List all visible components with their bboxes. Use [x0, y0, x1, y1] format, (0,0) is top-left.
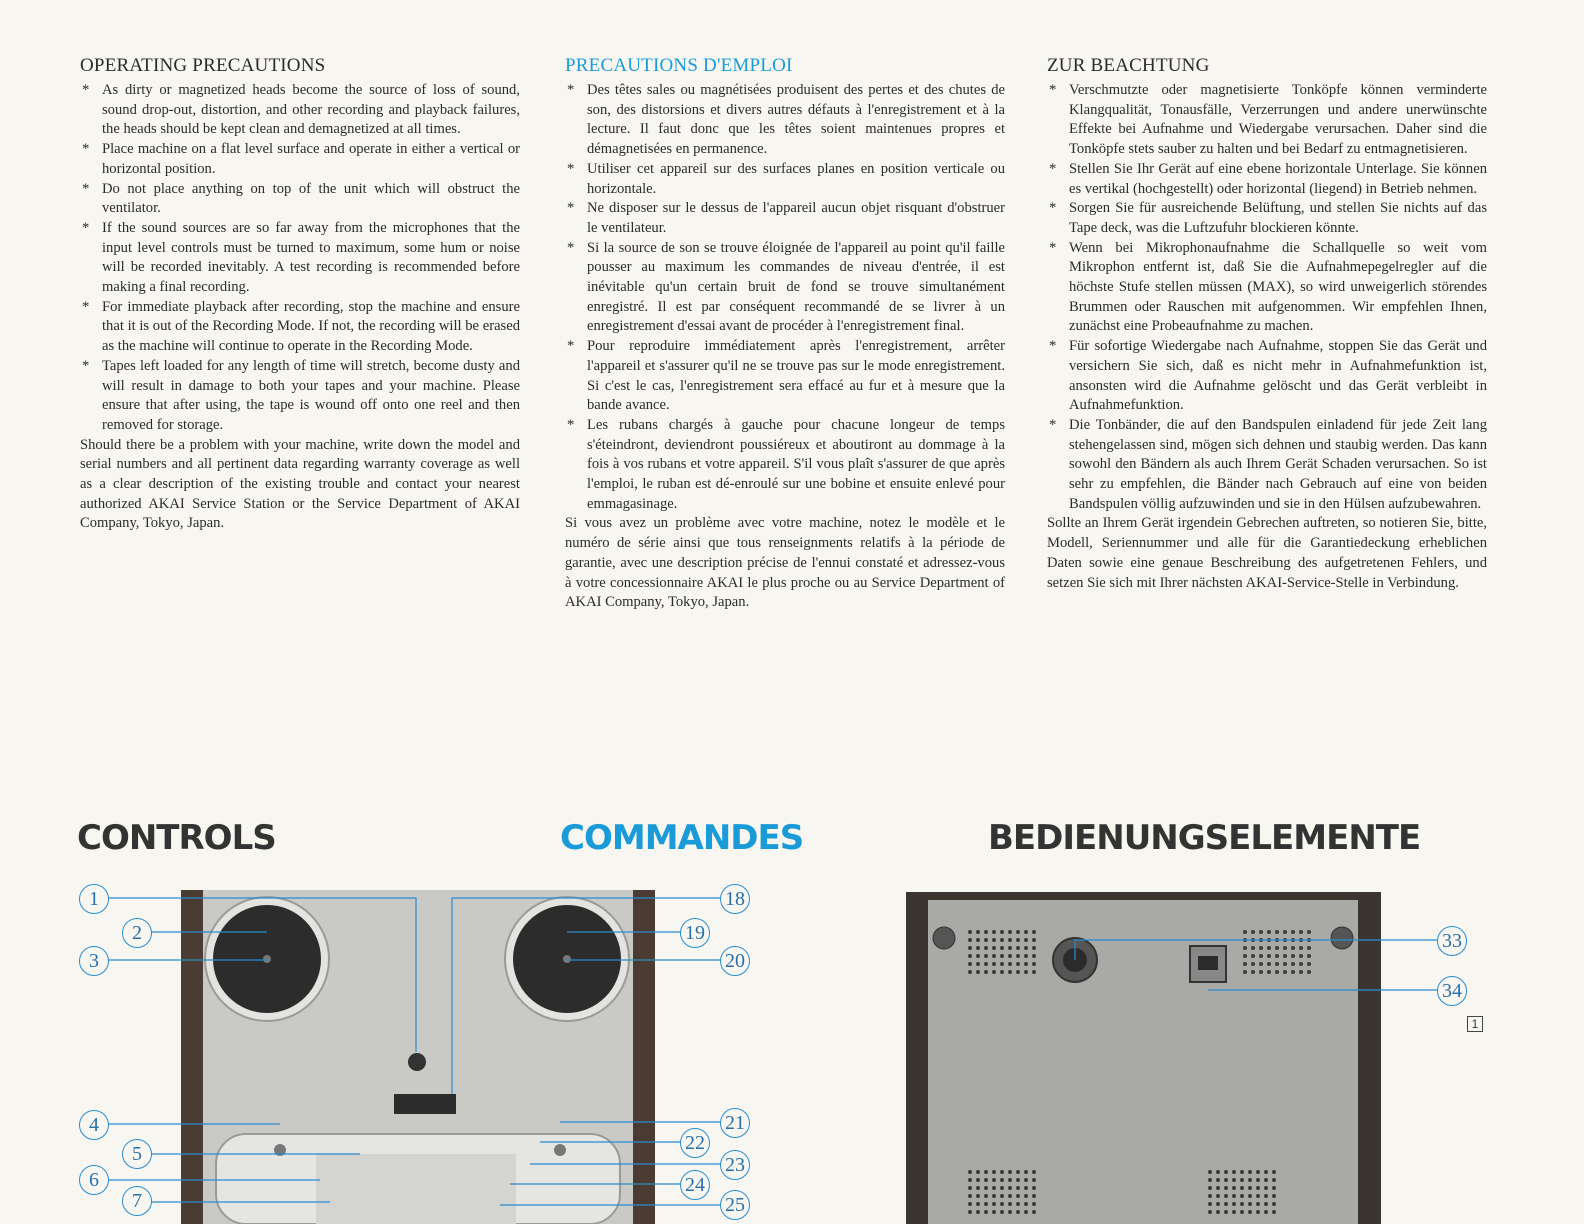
list-item: * Si la source de son se trouve éloignée de l'appareil au point qu'il faille pousser au maximum les commandes de niveau d'entrée, il est inévitable qu'un certain bruit de fond se trouve simultanément enregistré. Il est par conséquent recommandé de se livrer à un enregistrement d'essai avant de procéder à l'enregistrement final.: [565, 239, 1005, 338]
vent-hole: [968, 1194, 972, 1198]
callout-22: 22: [680, 1128, 710, 1158]
list-item: * Do not place anything on top of the unit which will obstruct the ventilator.: [80, 180, 520, 219]
callout-24: 24: [680, 1170, 710, 1200]
vent-hole: [992, 1202, 996, 1206]
vent-hole: [1256, 1186, 1260, 1190]
vent-hole: [992, 1186, 996, 1190]
vent-hole: [1232, 1186, 1236, 1190]
vent-hole: [992, 938, 996, 942]
list-item: * Die Tonbänder, die auf den Bandspulen einladend für jede Zeit lang stehengelassen sind, mögen sich dehnen und staubig werden. Das kann sowohl den Bändern als auch Ihrem Gerät Schaden verursachen. So ist sehr zu empfehlen, die Bänder nach Gebrauch auf eine von beiden Bandspulen völlig aufzuwinden und sie in den Hülsen aufzubewahren.: [1047, 416, 1487, 515]
vent-hole: [976, 1194, 980, 1198]
vent-hole: [1240, 1178, 1244, 1182]
list-item: * Für sofortige Wiedergabe nach Aufnahme, stoppen Sie das Gerät und versichern Sie sich, daß es nicht mehr in Aufnahmefunktion ist, ansonsten wird die Aufnahme gelöscht und das Gerät verbleibt in Aufnahmefunktion.: [1047, 337, 1487, 416]
callout-7: 7: [122, 1186, 152, 1216]
vent-hole: [968, 930, 972, 934]
vent-hole: [1016, 1210, 1020, 1214]
vent-hole: [1016, 962, 1020, 966]
vent-hole: [1000, 1170, 1004, 1174]
vent-hole: [976, 1170, 980, 1174]
vent-hole: [976, 946, 980, 950]
vent-hole: [992, 930, 996, 934]
vent-hole: [1251, 954, 1255, 958]
vent-hole: [1000, 962, 1004, 966]
vent-hole: [1008, 962, 1012, 966]
vent-hole: [1216, 1186, 1220, 1190]
vent-hole: [984, 962, 988, 966]
vent-hole: [968, 954, 972, 958]
vent-hole: [1267, 930, 1271, 934]
vent-hole: [1208, 1210, 1212, 1214]
vent-hole: [1224, 1202, 1228, 1206]
vent-hole: [1208, 1170, 1212, 1174]
vent-hole: [984, 1186, 988, 1190]
vent-hole: [1248, 1202, 1252, 1206]
vent-hole: [1024, 1186, 1028, 1190]
callout-25: 25: [720, 1190, 750, 1220]
vent-hole: [1008, 1186, 1012, 1190]
vent-hole: [1251, 970, 1255, 974]
vent-hole: [1248, 1210, 1252, 1214]
vent-hole: [1016, 1178, 1020, 1182]
vent-hole: [1224, 1178, 1228, 1182]
vent-hole: [1240, 1202, 1244, 1206]
vent-hole: [976, 1202, 980, 1206]
figure-reference-box: 1: [1467, 1016, 1483, 1032]
vent-hole: [1000, 1186, 1004, 1190]
vent-hole: [1008, 946, 1012, 950]
list-item: * Utiliser cet appareil sur des surfaces planes en position verticale ou horizontale.: [565, 160, 1005, 199]
vent-hole: [1016, 970, 1020, 974]
vent-hole: [1216, 1202, 1220, 1206]
rear-panel-illustration: [900, 872, 1500, 1224]
english-precautions-list: [80, 81, 520, 436]
french-heading: PRECAUTIONS D'EMPLOI: [565, 55, 793, 76]
vent-hole: [1283, 954, 1287, 958]
vent-hole: [1264, 1170, 1268, 1174]
vent-hole: [1267, 954, 1271, 958]
callout-2: 2: [122, 918, 152, 948]
list-item: * Verschmutzte oder magnetisierte Tonköpfe können verminderte Klangqualität, Tonausfälle, Verzerrungen und andere unerwünschte Effekte bei Aufnahme und Wiedergabe verursachen. Daher sind die Tonköpfe stets sauber zu halten und bei Bedarf zu entmagnetisieren.: [1047, 81, 1487, 160]
vent-hole: [976, 962, 980, 966]
list-item: * Pour reproduire immédiatement après l'enregistrement, arrêter l'appareil et s'assurer qu'il ne se trouve pas sur le mode enregistrement. Si c'est le cas, l'enregistrement sera effacé au fur et à mesure que la bande avance.: [565, 337, 1005, 416]
vent-hole: [1256, 1178, 1260, 1182]
vent-hole: [984, 938, 988, 942]
vent-hole: [1251, 946, 1255, 950]
vent-hole: [1291, 970, 1295, 974]
vent-hole: [1248, 1178, 1252, 1182]
vent-hole: [1000, 1194, 1004, 1198]
vent-hole: [1267, 970, 1271, 974]
vent-hole: [1016, 1194, 1020, 1198]
vent-hole: [1024, 1210, 1028, 1214]
vent-hole: [1008, 1170, 1012, 1174]
vent-hole: [976, 970, 980, 974]
vent-hole: [1024, 1202, 1028, 1206]
list-item: * Tapes left loaded for any length of time will stretch, become dusty and will result in damage to both your tapes and your machine. Please ensure that after using, the tape is wound off onto one reel and then removed for storage.: [80, 357, 520, 436]
vent-hole: [992, 946, 996, 950]
vent-hole: [1024, 970, 1028, 974]
vent-hole: [1267, 962, 1271, 966]
vent-hole: [1283, 970, 1287, 974]
vent-hole: [992, 954, 996, 958]
vent-hole: [1283, 946, 1287, 950]
vent-hole: [1008, 970, 1012, 974]
vent-hole: [1208, 1194, 1212, 1198]
vent-hole: [1256, 1170, 1260, 1174]
vent-hole: [1243, 930, 1247, 934]
callout-20: 20: [720, 946, 750, 976]
vent-hole: [1000, 1178, 1004, 1182]
callout-6: 6: [79, 1165, 109, 1195]
vent-hole: [1024, 1178, 1028, 1182]
vent-hole: [1307, 954, 1311, 958]
commandes-heading: COMMANDES: [560, 818, 804, 858]
vent-hole: [1243, 946, 1247, 950]
vent-hole: [1243, 970, 1247, 974]
vent-hole: [968, 1210, 972, 1214]
vent-hole: [1008, 1178, 1012, 1182]
vent-hole: [1016, 1186, 1020, 1190]
callout-21: 21: [720, 1108, 750, 1138]
english-closing-paragraph: Should there be a problem with your machine, write down the model and serial numbers and all pertinent data regarding warranty coverage as well as a clear description of the existing trouble and contact your nearest authorized AKAI Service Station or the Service Department of AKAI Company, Tokyo, Japan.: [80, 436, 520, 532]
vent-hole: [976, 1210, 980, 1214]
callout-18: 18: [720, 884, 750, 914]
vent-hole: [1251, 930, 1255, 934]
vent-hole: [1008, 938, 1012, 942]
french-precautions-list: [565, 81, 1005, 514]
callout-19: 19: [680, 918, 710, 948]
vent-hole: [1016, 946, 1020, 950]
vent-hole: [1232, 1178, 1236, 1182]
vent-hole: [1016, 930, 1020, 934]
list-item: * Les rubans chargés à gauche pour chacune longeur de temps s'éteindront, deviendront poussiéreux et aboutiront au dommage à la fois à vos rubans et votre appareil. S'il vous plaît s'assurer de que après l'emploi, le ruban est dé-enroulé sur une bobine et ensuite enlevé pour emmagasinage.: [565, 416, 1005, 515]
vent-hole: [1264, 1202, 1268, 1206]
vent-hole: [1275, 954, 1279, 958]
vent-hole: [1259, 930, 1263, 934]
vent-hole: [1000, 938, 1004, 942]
vent-hole: [1299, 954, 1303, 958]
vent-hole: [1024, 930, 1028, 934]
vent-hole: [968, 1178, 972, 1182]
french-precautions-column: [565, 55, 1005, 613]
vent-hole: [1275, 962, 1279, 966]
vent-hole: [1307, 946, 1311, 950]
list-item: * If the sound sources are so far away from the microphones that the input level controls must be turned to maximum, some hum or noise will be recorded inevitably. A test recording is recommended before making a final recording.: [80, 219, 520, 298]
vent-hole: [976, 938, 980, 942]
vent-hole: [1291, 930, 1295, 934]
vent-hole: [1208, 1186, 1212, 1190]
vent-hole: [968, 970, 972, 974]
vent-hole: [1024, 962, 1028, 966]
vent-hole: [1259, 946, 1263, 950]
german-precautions-column: [1047, 55, 1487, 593]
vent-hole: [1032, 970, 1036, 974]
vent-hole: [1264, 1186, 1268, 1190]
vent-hole: [1248, 1194, 1252, 1198]
vent-hole: [1008, 930, 1012, 934]
vent-hole: [984, 970, 988, 974]
vent-hole: [1032, 1170, 1036, 1174]
vent-hole: [1272, 1194, 1276, 1198]
vent-hole: [976, 1178, 980, 1182]
vent-hole: [968, 946, 972, 950]
vent-hole: [1251, 962, 1255, 966]
vent-hole: [1256, 1194, 1260, 1198]
vent-hole: [1272, 1178, 1276, 1182]
vent-hole: [1032, 962, 1036, 966]
vent-hole: [968, 938, 972, 942]
vent-hole: [1307, 970, 1311, 974]
vent-hole: [992, 1178, 996, 1182]
vent-hole: [1008, 1202, 1012, 1206]
vent-hole: [1275, 970, 1279, 974]
vent-hole: [1224, 1186, 1228, 1190]
vent-hole: [1032, 946, 1036, 950]
vent-hole: [1000, 930, 1004, 934]
vent-hole: [984, 1210, 988, 1214]
vent-hole: [984, 946, 988, 950]
vent-hole: [1259, 970, 1263, 974]
vent-hole: [1240, 1170, 1244, 1174]
vent-hole: [1024, 1194, 1028, 1198]
list-item: * Des têtes sales ou magnétisées produisent des pertes et des chutes de son, des distorsions et divers autres défauts à l'enregistrement et à la lecture. Il faut donc que les têtes soient maintenues propres et démagnetisées en permanence.: [565, 81, 1005, 160]
vent-hole: [1272, 1210, 1276, 1214]
vent-hole: [1248, 1170, 1252, 1174]
vent-hole: [1275, 946, 1279, 950]
vent-hole: [1264, 1194, 1268, 1198]
rear-panel-diagram: [900, 872, 1500, 1224]
list-item: * Sorgen Sie für ausreichende Belüftung, und stellen Sie nichts auf das Tape deck, was die Luftzufuhr blockieren könnte.: [1047, 199, 1487, 238]
german-heading: ZUR BEACHTUNG: [1047, 55, 1210, 76]
vent-hole: [1232, 1202, 1236, 1206]
vent-hole: [1008, 1210, 1012, 1214]
french-closing-paragraph: Si vous avez un problème avec votre machine, notez le modèle et le numéro de série ainsi que tous renseignments relatifs à la période de garantie, avec une description précise de l'ennui constaté et adressez-vous à votre concessionnaire AKAI le plus proche ou au Service Department of AKAI Company, Tokyo, Japan.: [565, 515, 1005, 611]
front-panel-illustration: [70, 872, 770, 1224]
vent-hole: [1224, 1170, 1228, 1174]
vent-hole: [1243, 962, 1247, 966]
vent-hole: [1272, 1170, 1276, 1174]
vent-hole: [1299, 962, 1303, 966]
vent-hole: [976, 930, 980, 934]
german-precautions-list: [1047, 81, 1487, 514]
vent-hole: [1224, 1210, 1228, 1214]
vent-hole: [1016, 1202, 1020, 1206]
controls-heading: CONTROLS: [77, 818, 276, 858]
list-item: * Wenn bei Mikrophonaufnahme die Schallquelle so weit vom Mikrophon entfernt ist, daß Sie die Aufnahmepegelregler auf die höchste Stufe stellen müssen (MAX), so wird unweigerlich störendes Brummen oder Rauschen mit aufgenommen. Wir empfehlen Ihnen, zunächst eine Probeaufnahme zu machen.: [1047, 239, 1487, 338]
list-item: * Place machine on a flat level surface and operate in either a vertical or horizontal position.: [80, 140, 520, 179]
vent-hole: [984, 930, 988, 934]
vent-hole: [1008, 1194, 1012, 1198]
vent-hole: [1032, 930, 1036, 934]
vent-hole: [1291, 954, 1295, 958]
vent-hole: [984, 1178, 988, 1182]
callout-3: 3: [79, 946, 109, 976]
vent-hole: [968, 1170, 972, 1174]
vent-hole: [1272, 1202, 1276, 1206]
vent-hole: [1024, 938, 1028, 942]
vent-hole: [1248, 1186, 1252, 1190]
callout-23: 23: [720, 1150, 750, 1180]
vent-hole: [1232, 1194, 1236, 1198]
vent-hole: [1307, 930, 1311, 934]
vent-hole: [1032, 1202, 1036, 1206]
vent-hole: [1243, 954, 1247, 958]
vent-hole: [1216, 1178, 1220, 1182]
vent-hole: [1232, 1170, 1236, 1174]
vent-hole: [1275, 930, 1279, 934]
vent-hole: [1032, 1194, 1036, 1198]
vent-hole: [1283, 962, 1287, 966]
vent-hole: [1240, 1210, 1244, 1214]
vent-hole: [992, 962, 996, 966]
vent-hole: [1024, 954, 1028, 958]
callout-5: 5: [122, 1139, 152, 1169]
callout-34: 34: [1437, 976, 1467, 1006]
vent-hole: [1000, 954, 1004, 958]
vent-hole: [976, 954, 980, 958]
vent-hole: [1216, 1194, 1220, 1198]
front-panel-diagram: [70, 872, 770, 1224]
vent-hole: [1256, 1202, 1260, 1206]
vent-hole: [1264, 1210, 1268, 1214]
vent-hole: [1032, 938, 1036, 942]
vent-hole: [1000, 1210, 1004, 1214]
vent-hole: [1032, 954, 1036, 958]
vent-hole: [984, 1170, 988, 1174]
vent-hole: [992, 970, 996, 974]
callout-1: 1: [79, 884, 109, 914]
list-item: * Stellen Sie Ihr Gerät auf eine ebene horizontale Unterlage. Sie können es vertikal (hochgestellt) oder horizontal (liegend) in Betrieb nehmen.: [1047, 160, 1487, 199]
vent-hole: [1000, 1202, 1004, 1206]
vent-hole: [992, 1210, 996, 1214]
vent-hole: [1307, 962, 1311, 966]
vent-hole: [1283, 930, 1287, 934]
english-heading: OPERATING PRECAUTIONS: [80, 55, 326, 76]
vent-hole: [1291, 946, 1295, 950]
vent-hole: [1264, 1178, 1268, 1182]
vent-hole: [1299, 946, 1303, 950]
list-item: * Ne disposer sur le dessus de l'appareil aucun objet risquant d'obstruer le ventilateur.: [565, 199, 1005, 238]
vent-hole: [1267, 946, 1271, 950]
vent-hole: [1272, 1186, 1276, 1190]
vent-hole: [1216, 1170, 1220, 1174]
callout-33: 33: [1437, 926, 1467, 956]
vent-hole: [1259, 954, 1263, 958]
vent-hole: [1240, 1186, 1244, 1190]
vent-hole: [1008, 954, 1012, 958]
vent-hole: [1216, 1210, 1220, 1214]
english-precautions-column: [80, 55, 520, 534]
vent-hole: [1000, 946, 1004, 950]
vent-hole: [1232, 1210, 1236, 1214]
vent-hole: [1016, 1170, 1020, 1174]
vent-hole: [992, 1194, 996, 1198]
vent-hole: [1032, 1186, 1036, 1190]
vent-hole: [1032, 1178, 1036, 1182]
vent-hole: [1208, 1178, 1212, 1182]
vent-hole: [1256, 1210, 1260, 1214]
vent-hole: [1291, 962, 1295, 966]
vent-hole: [968, 1202, 972, 1206]
german-closing-paragraph: Sollte an Ihrem Gerät irgendein Gebrechen auftreten, so notieren Sie, bitte, Modell, Seriennummer und alle für die Garantiedeckung erheblichen Daten sowie eine genaue Beschreibung des aufgetretenen Fehlers, und setzen Sie sich mit Ihrer nächsten AKAI-Service-Stelle in Verbindung.: [1047, 515, 1487, 591]
vent-hole: [992, 1170, 996, 1174]
vent-hole: [1024, 1170, 1028, 1174]
vent-hole: [1299, 970, 1303, 974]
vent-hole: [1024, 946, 1028, 950]
vent-hole: [1299, 930, 1303, 934]
vent-hole: [1224, 1194, 1228, 1198]
vent-hole: [1032, 1210, 1036, 1214]
vent-hole: [1259, 962, 1263, 966]
vent-hole: [968, 1186, 972, 1190]
list-item: * For immediate playback after recording, stop the machine and ensure that it is out of the Recording Mode. If not, the recording will be erased as the machine will continue to operate in the Recording Mode.: [80, 298, 520, 357]
bedienungselemente-heading: BEDIENUNGSELEMENTE: [988, 818, 1421, 858]
callout-4: 4: [79, 1110, 109, 1140]
vent-hole: [984, 1202, 988, 1206]
vent-hole: [976, 1186, 980, 1190]
vent-hole: [1000, 970, 1004, 974]
vent-hole: [984, 954, 988, 958]
vent-hole: [968, 962, 972, 966]
vent-hole: [1208, 1202, 1212, 1206]
vent-hole: [1240, 1194, 1244, 1198]
vent-hole: [1016, 938, 1020, 942]
vent-hole: [984, 1194, 988, 1198]
vent-hole: [1016, 954, 1020, 958]
list-item: * As dirty or magnetized heads become the source of loss of sound, sound drop-out, distortion, and other recording and playback failures, the heads should be kept clean and demagnetized at all times.: [80, 81, 520, 140]
